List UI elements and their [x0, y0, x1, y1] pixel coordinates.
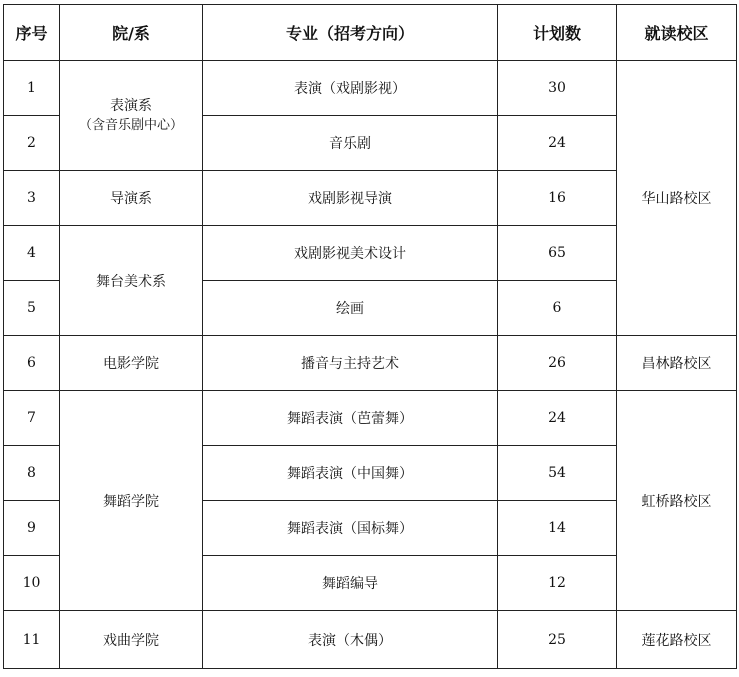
- table-row: [4, 391, 737, 446]
- row-seq: 5: [4, 281, 60, 336]
- major-cell: 舞蹈表演（中国舞）: [203, 446, 498, 501]
- plan-count-cell: 6: [498, 281, 617, 336]
- campus-cell: 华山路校区: [617, 61, 737, 336]
- plan-count-cell: 24: [498, 391, 617, 446]
- table-row: [4, 336, 737, 391]
- major-cell: 戏剧影视美术设计: [203, 226, 498, 281]
- department-cell: 舞蹈学院: [60, 391, 203, 611]
- row-seq: 8: [4, 446, 60, 501]
- table-row: [4, 611, 737, 669]
- major-cell: 音乐剧: [203, 116, 498, 171]
- header-seq: 序号: [4, 5, 60, 61]
- plan-count-cell: 65: [498, 226, 617, 281]
- major-cell: 舞蹈编导: [203, 556, 498, 611]
- plan-count-cell: 30: [498, 61, 617, 116]
- major-cell: 绘画: [203, 281, 498, 336]
- row-seq: 6: [4, 336, 60, 391]
- campus-cell: 莲花路校区: [617, 611, 737, 669]
- major-cell: 表演（戏剧影视）: [203, 61, 498, 116]
- row-seq: 9: [4, 501, 60, 556]
- header-major: 专业（招考方向）: [203, 5, 498, 61]
- plan-count-cell: 14: [498, 501, 617, 556]
- department-cell: 电影学院: [60, 336, 203, 391]
- header-plan-count: 计划数: [498, 5, 617, 61]
- row-seq: 1: [4, 61, 60, 116]
- enrollment-plan-table: [3, 4, 737, 669]
- plan-count-cell: 24: [498, 116, 617, 171]
- department-cell: [60, 61, 203, 171]
- major-cell: 舞蹈表演（国标舞）: [203, 501, 498, 556]
- plan-count-cell: 26: [498, 336, 617, 391]
- row-seq: 7: [4, 391, 60, 446]
- major-cell: 戏剧影视导演: [203, 171, 498, 226]
- header-row: [4, 5, 737, 61]
- plan-count-cell: 16: [498, 171, 617, 226]
- department-cell: 导演系: [60, 171, 203, 226]
- plan-count-cell: 54: [498, 446, 617, 501]
- major-cell: 表演（木偶）: [203, 611, 498, 669]
- row-seq: 2: [4, 116, 60, 171]
- major-cell: 舞蹈表演（芭蕾舞）: [203, 391, 498, 446]
- campus-cell: 昌林路校区: [617, 336, 737, 391]
- department-name: 表演系: [110, 97, 152, 114]
- header-campus: 就读校区: [617, 5, 737, 61]
- row-seq: 4: [4, 226, 60, 281]
- campus-cell: 虹桥路校区: [617, 391, 737, 611]
- department-cell: 戏曲学院: [60, 611, 203, 669]
- department-cell: 舞台美术系: [60, 226, 203, 336]
- table-row: [4, 61, 737, 116]
- plan-count-cell: 25: [498, 611, 617, 669]
- row-seq: 11: [4, 611, 60, 669]
- row-seq: 3: [4, 171, 60, 226]
- plan-count-cell: 12: [498, 556, 617, 611]
- department-note: （含音乐剧中心）: [78, 117, 183, 133]
- header-department: 院/系: [60, 5, 203, 61]
- major-cell: 播音与主持艺术: [203, 336, 498, 391]
- row-seq: 10: [4, 556, 60, 611]
